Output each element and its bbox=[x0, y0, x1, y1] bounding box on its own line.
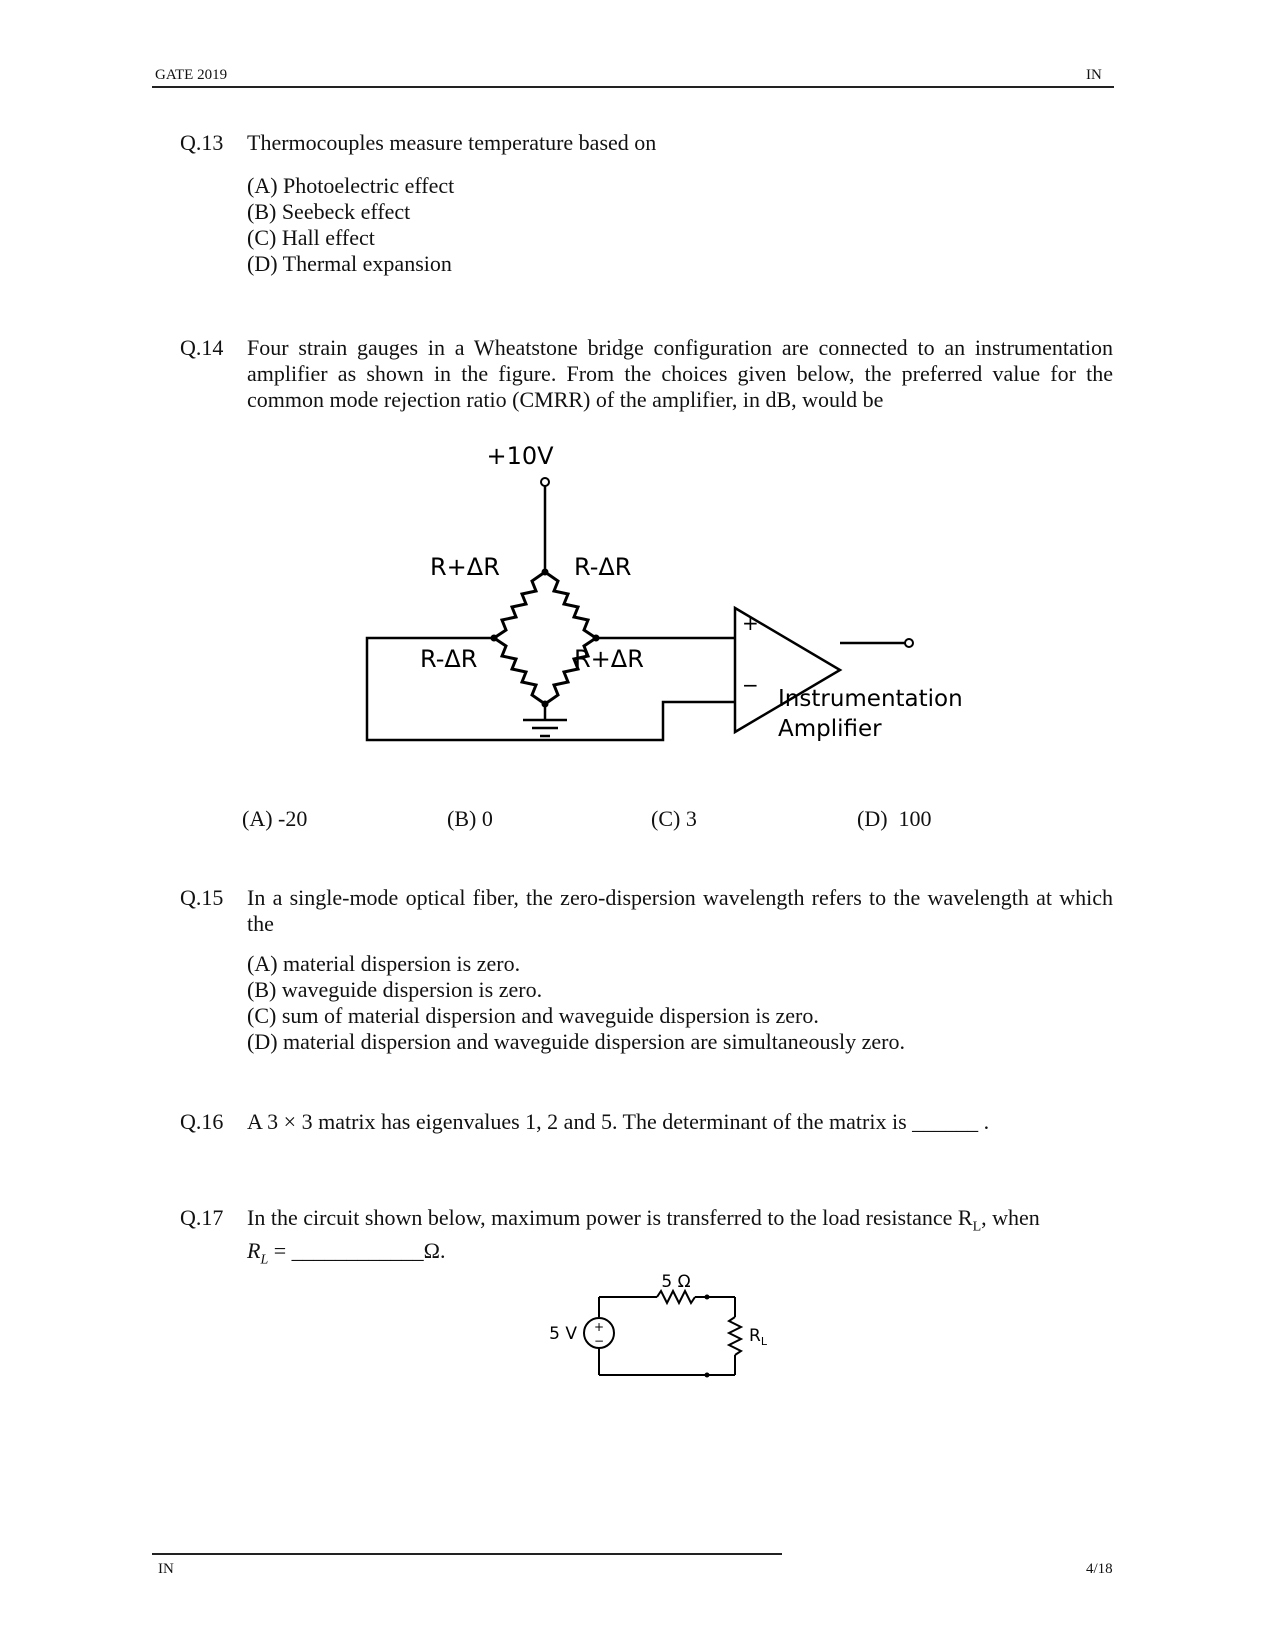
q15-number: Q.15 bbox=[180, 885, 224, 910]
resistor-bottom-left bbox=[494, 638, 545, 704]
node-bottom-right bbox=[705, 1373, 710, 1378]
supply-terminal bbox=[541, 478, 549, 486]
load-label: $R_L$ bbox=[749, 1326, 767, 1348]
node-top bbox=[542, 569, 549, 576]
q14-option-a: (A) -20 bbox=[242, 806, 308, 831]
q17-circuit-figure bbox=[535, 1265, 805, 1405]
resistor-5ohm bbox=[657, 1291, 695, 1303]
q17-text: In the circuit shown below, maximum power is transferred to the load resistance $R_L$, when bbox=[247, 1205, 1040, 1235]
amp-label-line2: Amplifier bbox=[778, 716, 882, 742]
q17-number: Q.17 bbox=[180, 1205, 224, 1230]
amp-label-line1: Instrumentation bbox=[778, 686, 963, 712]
wheatstone-bridge-figure bbox=[360, 440, 1020, 810]
q15-text: In a single-mode optical fiber, the zero-dispersion wavelength refers to the wavelength at which the bbox=[247, 885, 1113, 936]
q14-number: Q.14 bbox=[180, 335, 224, 360]
amp-output-terminal bbox=[905, 639, 913, 647]
page-number: 4/18 bbox=[1086, 1561, 1113, 1577]
label-r-top-left: R+ΔR bbox=[430, 553, 500, 581]
resistor-top-right bbox=[545, 572, 596, 638]
q15-option-d: (D) material dispersion and waveguide dispersion are simultaneously zero. bbox=[247, 1029, 905, 1054]
label-r-bottom-right: R+ΔR bbox=[574, 645, 644, 673]
resistor-load bbox=[729, 1317, 741, 1355]
q13-text: Thermocouples measure temperature based on bbox=[247, 130, 657, 155]
q14-option-b: (B) 0 bbox=[447, 806, 493, 831]
supply-label: +10V bbox=[486, 442, 554, 470]
source-minus: − bbox=[593, 1334, 605, 1348]
header-left: GATE 2019 bbox=[155, 67, 228, 83]
q13-number: Q.13 bbox=[180, 130, 224, 155]
resistor-5ohm-label: 5 Ω bbox=[661, 1272, 691, 1292]
q15-option-c: (C) sum of material dispersion and waveguide dispersion is zero. bbox=[247, 1003, 819, 1028]
amp-plus-sign: + bbox=[742, 611, 759, 635]
header-rule bbox=[152, 86, 1114, 88]
q15-option-b: (B) waveguide dispersion is zero. bbox=[247, 977, 543, 1002]
q16-text: A 3 × 3 matrix has eigenvalues 1, 2 and 5. The determinant of the matrix is ______ . bbox=[247, 1109, 990, 1134]
label-r-top-right: R-ΔR bbox=[574, 553, 632, 581]
q13-option-b: (B) Seebeck effect bbox=[247, 199, 411, 224]
footer-left: IN bbox=[158, 1561, 174, 1577]
footer-rule bbox=[152, 1553, 782, 1555]
q15-option-a: (A) material dispersion is zero. bbox=[247, 951, 521, 976]
q16-number: Q.16 bbox=[180, 1109, 224, 1134]
label-r-bottom-left: R-ΔR bbox=[420, 645, 478, 673]
q14-text: Four strain gauges in a Wheatstone bridge configuration are connected to an instrumentation amplifier as shown in the figure. From the choices given below, the preferred value for the common mode rejection ratio (CMRR) of the amplifier, in dB, would be bbox=[247, 335, 1113, 412]
amp-minus-sign: − bbox=[742, 673, 759, 697]
q17-answer-line: $R_L$ = ____________Ω. bbox=[247, 1238, 446, 1268]
header-right: IN bbox=[1086, 67, 1102, 83]
source-label: 5 V bbox=[549, 1324, 577, 1344]
q13-option-c: (C) Hall effect bbox=[247, 225, 375, 250]
source-plus: + bbox=[593, 1320, 605, 1334]
q13-option-d: (D) Thermal expansion bbox=[247, 251, 452, 276]
node-top-right bbox=[705, 1295, 710, 1300]
resistor-top-left bbox=[494, 572, 545, 638]
q14-option-d: (D) 100 bbox=[857, 806, 932, 831]
q13-option-a: (A) Photoelectric effect bbox=[247, 173, 455, 198]
q14-option-c: (C) 3 bbox=[651, 806, 697, 831]
